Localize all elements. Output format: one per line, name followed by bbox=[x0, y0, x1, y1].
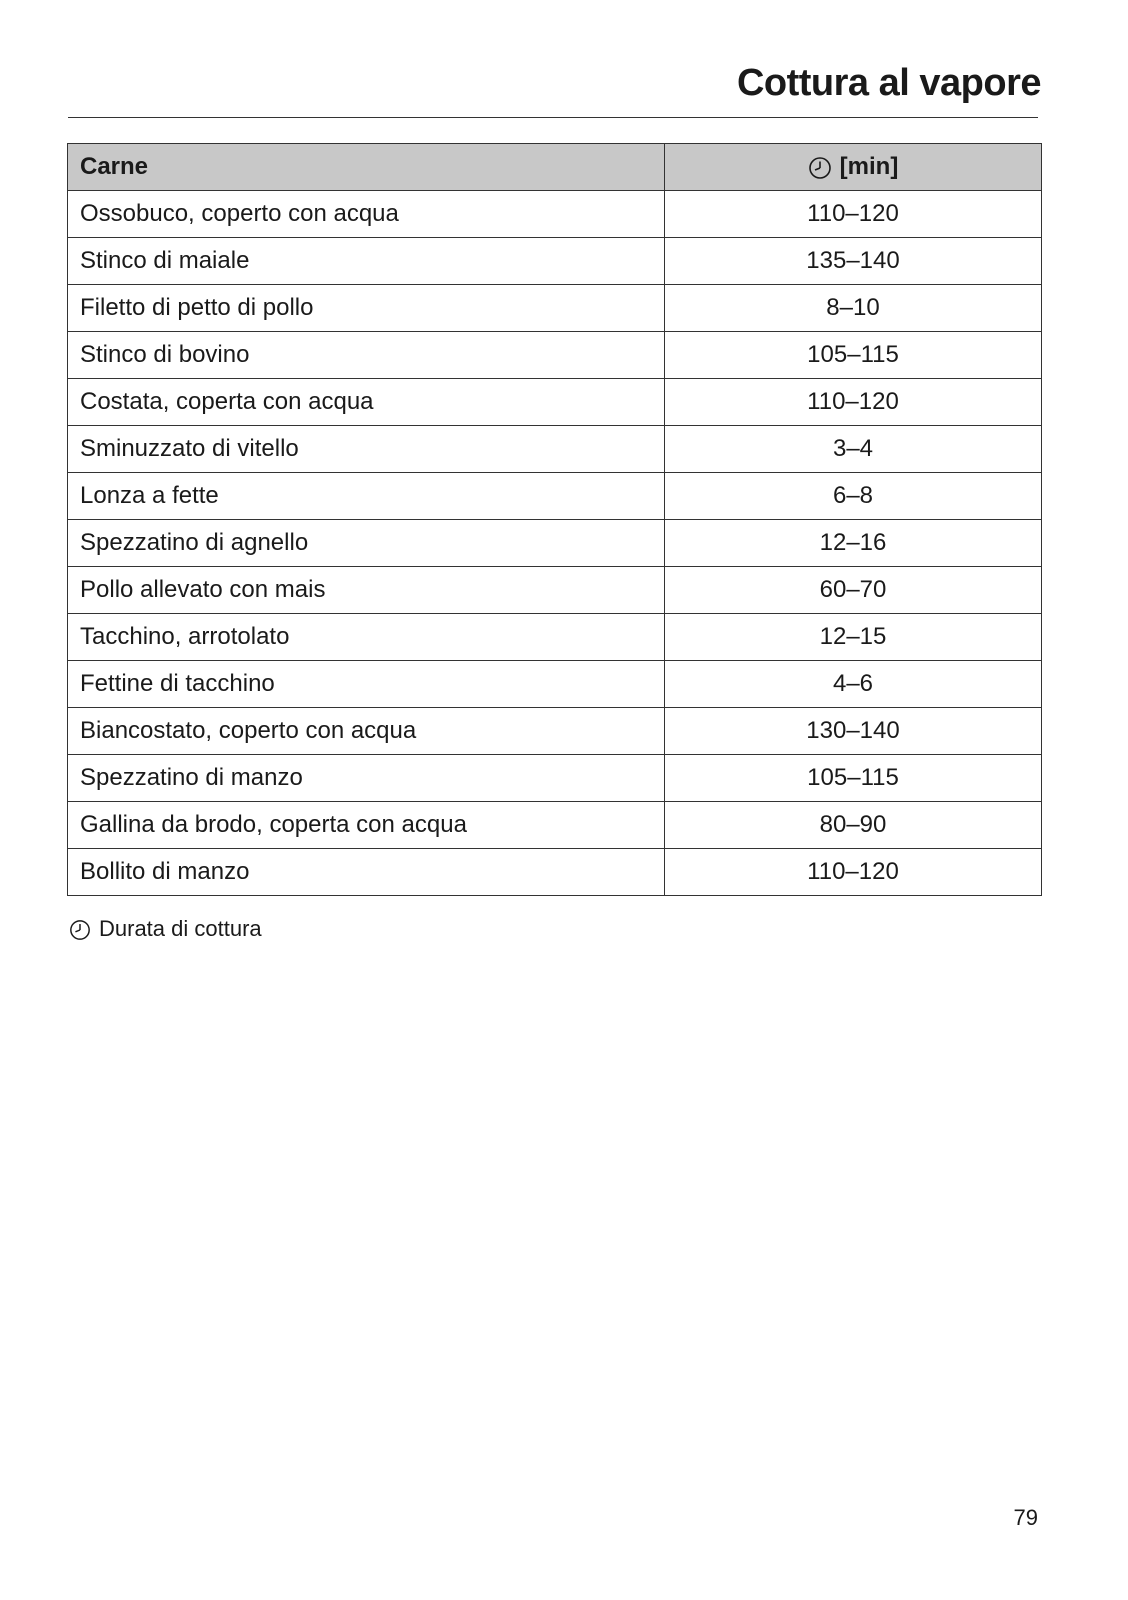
cooking-time-cell: 110–120 bbox=[665, 849, 1042, 896]
meat-name-cell: Ossobuco, coperto con acqua bbox=[68, 191, 665, 238]
table-row bbox=[68, 332, 1042, 379]
cooking-time-cell: 60–70 bbox=[665, 567, 1042, 614]
table-row bbox=[68, 379, 1042, 426]
title-divider bbox=[68, 117, 1038, 118]
meat-name-cell: Lonza a fette bbox=[68, 473, 665, 520]
meat-name-cell: Stinco di bovino bbox=[68, 332, 665, 379]
meat-name-cell: Fettine di tacchino bbox=[68, 661, 665, 708]
table-row bbox=[68, 567, 1042, 614]
meat-name-cell: Sminuzzato di vitello bbox=[68, 426, 665, 473]
cooking-time-cell: 8–10 bbox=[665, 285, 1042, 332]
cooking-time-cell: 6–8 bbox=[665, 473, 1042, 520]
meat-name-cell: Tacchino, arrotolato bbox=[68, 614, 665, 661]
cooking-time-cell: 80–90 bbox=[665, 802, 1042, 849]
cooking-time-cell: 130–140 bbox=[665, 708, 1042, 755]
clock-icon bbox=[69, 916, 91, 942]
cooking-time-cell: 105–115 bbox=[665, 755, 1042, 802]
meat-name-cell: Gallina da brodo, coperta con acqua bbox=[68, 802, 665, 849]
legend bbox=[69, 916, 262, 942]
page-title: Cottura al vapore bbox=[736, 62, 1041, 104]
clock-icon bbox=[808, 153, 832, 181]
cooking-time-cell: 110–120 bbox=[665, 379, 1042, 426]
cooking-time-cell: 3–4 bbox=[665, 426, 1042, 473]
cooking-time-cell: 105–115 bbox=[665, 332, 1042, 379]
table-row bbox=[68, 520, 1042, 567]
cooking-time-cell: 110–120 bbox=[665, 191, 1042, 238]
meat-name-cell: Spezzatino di agnello bbox=[68, 520, 665, 567]
table-row bbox=[68, 614, 1042, 661]
cooking-time-cell: 135–140 bbox=[665, 238, 1042, 285]
table-row bbox=[68, 755, 1042, 802]
table-row bbox=[68, 708, 1042, 755]
meat-name-cell: Biancostato, coperto con acqua bbox=[68, 708, 665, 755]
meat-name-cell: Spezzatino di manzo bbox=[68, 755, 665, 802]
table-row bbox=[68, 473, 1042, 520]
meat-name-cell: Bollito di manzo bbox=[68, 849, 665, 896]
time-unit-label: [min] bbox=[839, 153, 899, 180]
table-row bbox=[68, 661, 1042, 708]
meat-name-cell: Costata, coperta con acqua bbox=[68, 379, 665, 426]
cooking-time-cell: 12–15 bbox=[665, 614, 1042, 661]
cooking-time-table bbox=[67, 143, 1042, 896]
table-row bbox=[68, 238, 1042, 285]
column-header-carne: Carne bbox=[68, 144, 665, 191]
meat-name-cell: Filetto di petto di pollo bbox=[68, 285, 665, 332]
table-header-row bbox=[68, 144, 1042, 191]
legend-text: Durata di cottura bbox=[99, 916, 262, 941]
table-row bbox=[68, 285, 1042, 332]
meat-name-cell: Stinco di maiale bbox=[68, 238, 665, 285]
meat-name-cell: Pollo allevato con mais bbox=[68, 567, 665, 614]
cooking-time-cell: 4–6 bbox=[665, 661, 1042, 708]
table-row bbox=[68, 191, 1042, 238]
table-row bbox=[68, 802, 1042, 849]
table-row bbox=[68, 849, 1042, 896]
table-row bbox=[68, 426, 1042, 473]
column-header-time bbox=[665, 144, 1042, 191]
cooking-time-cell: 12–16 bbox=[665, 520, 1042, 567]
page-number: 79 bbox=[1013, 1505, 1038, 1530]
